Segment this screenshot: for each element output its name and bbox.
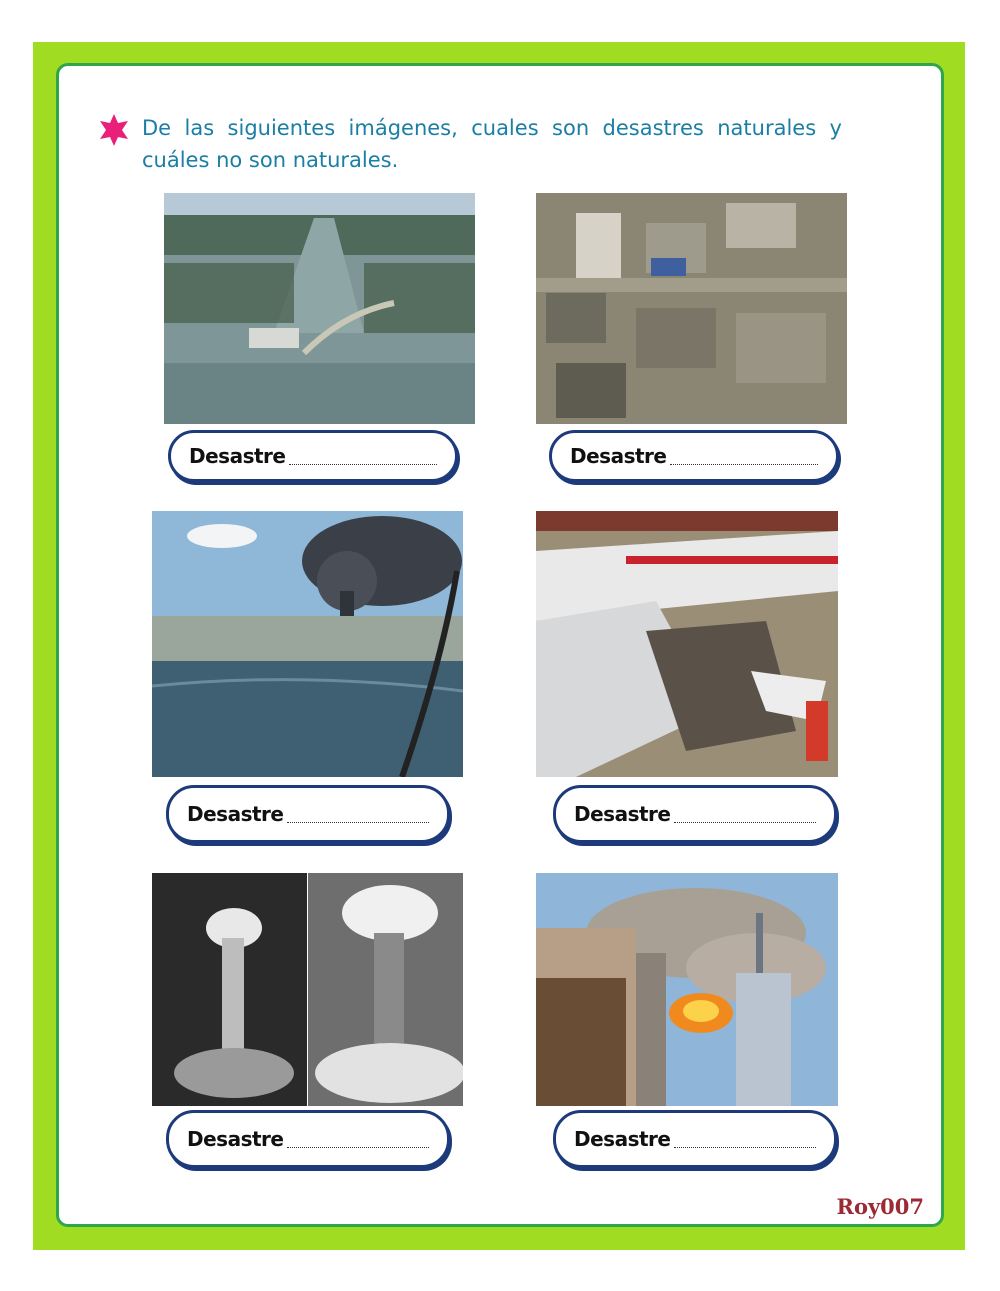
answer-label: Desastre bbox=[187, 1127, 284, 1151]
answer-box-5[interactable] bbox=[166, 1110, 450, 1168]
answer-box-2[interactable] bbox=[549, 430, 839, 482]
train-wreck-photo bbox=[536, 511, 838, 777]
answer-blank[interactable] bbox=[674, 1131, 816, 1148]
flooded-city-photo bbox=[164, 193, 475, 424]
answer-box-1[interactable] bbox=[168, 430, 458, 482]
star-bullet-icon bbox=[96, 112, 132, 148]
answer-label: Desastre bbox=[574, 802, 671, 826]
answer-label: Desastre bbox=[187, 802, 284, 826]
earthquake-rubble-photo bbox=[536, 193, 847, 424]
answer-blank[interactable] bbox=[674, 806, 816, 823]
twin-towers-attack-photo bbox=[536, 873, 838, 1106]
answer-box-3[interactable] bbox=[166, 785, 450, 843]
answer-label: Desastre bbox=[189, 444, 286, 468]
answer-box-4[interactable] bbox=[553, 785, 837, 843]
author-credit: Roy007 bbox=[836, 1194, 924, 1219]
answer-blank[interactable] bbox=[287, 806, 429, 823]
tsunami-coast-photo bbox=[152, 511, 463, 777]
answer-blank[interactable] bbox=[287, 1131, 429, 1148]
answer-box-6[interactable] bbox=[553, 1110, 837, 1168]
answer-blank[interactable] bbox=[289, 448, 437, 465]
answer-blank[interactable] bbox=[670, 448, 818, 465]
answer-label: Desastre bbox=[574, 1127, 671, 1151]
answer-label: Desastre bbox=[570, 444, 667, 468]
instruction-text: De las siguientes imágenes, cuales son desastres naturales y cuáles no son naturales. bbox=[142, 116, 842, 172]
atomic-bomb-photo bbox=[152, 873, 463, 1106]
